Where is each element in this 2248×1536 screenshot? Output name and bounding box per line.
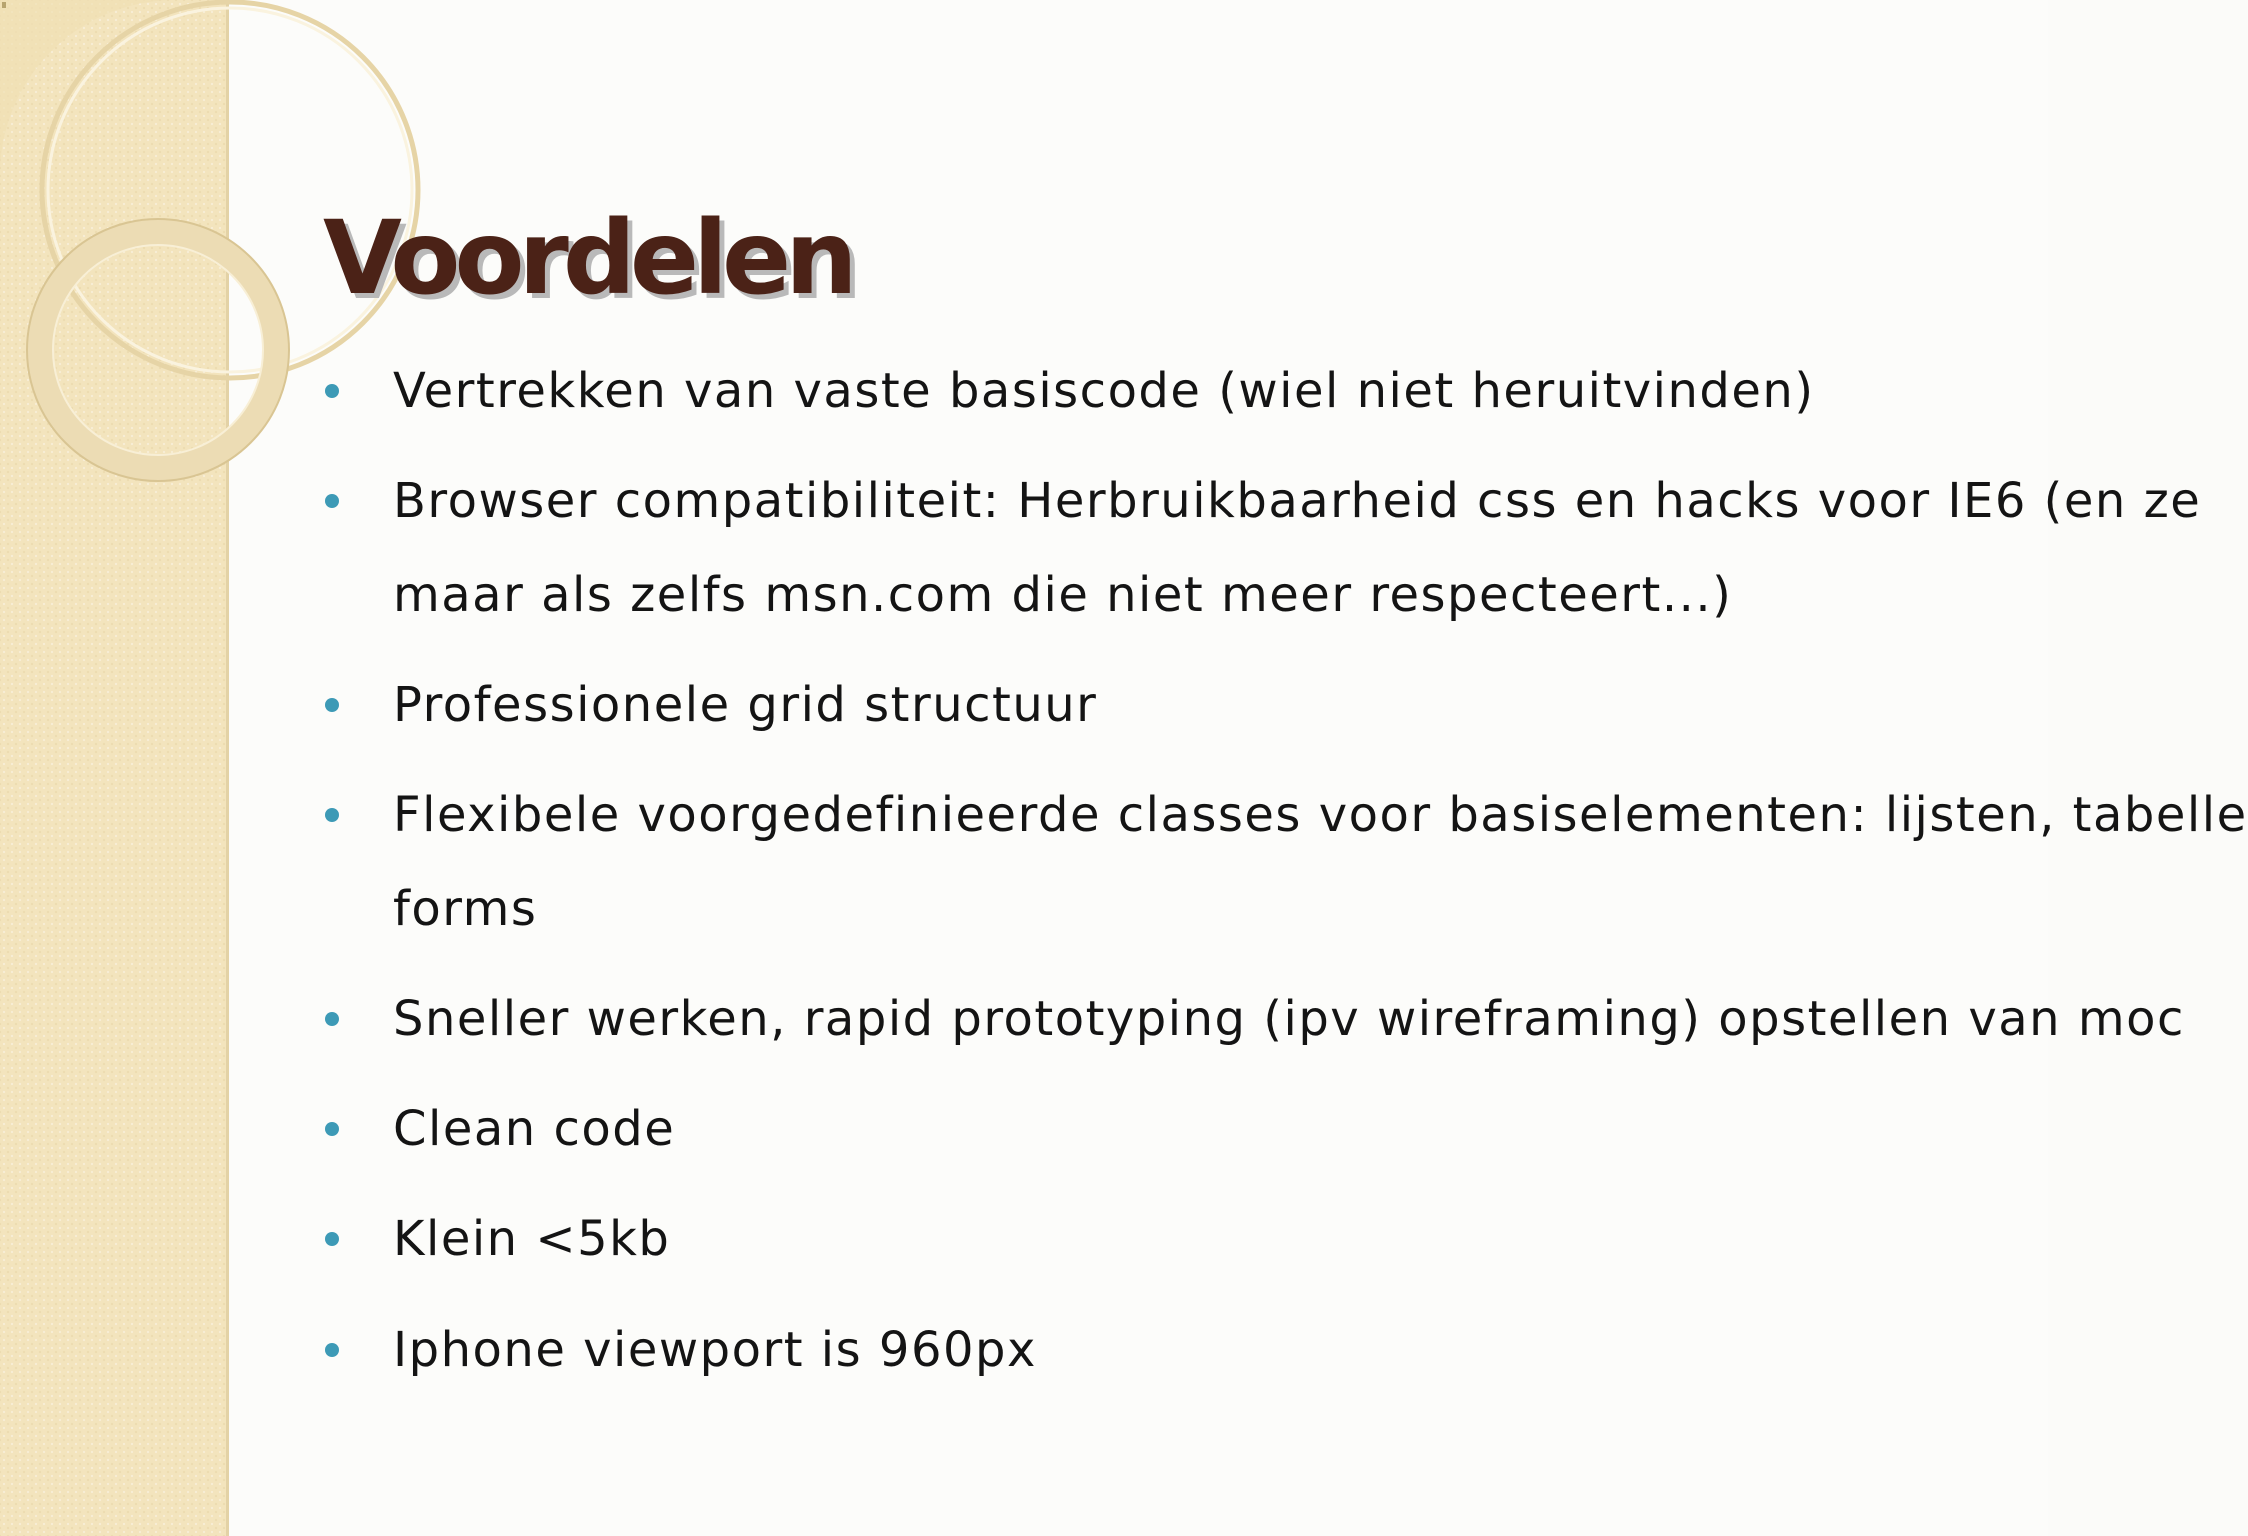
bullet-text-continuation: forms [393, 881, 538, 937]
bullet-text: Klein <5kb [393, 1211, 671, 1267]
bullet-point-icon [325, 384, 339, 398]
bullet-point-icon [325, 494, 339, 508]
slide-title: Voordelen [323, 199, 852, 318]
bullet-point-icon [325, 1343, 339, 1357]
bullet-text: Iphone viewport is 960px [393, 1322, 1037, 1378]
bullet-point-icon [325, 698, 339, 712]
bullet-text: Flexibele voorgedefinieerde classes voor basiselementen: lijsten, tabelle [393, 787, 2248, 843]
bullet-text: Vertrekken van vaste basiscode (wiel niet heruitvinden) [393, 363, 1815, 419]
bullet-text: Clean code [393, 1101, 676, 1157]
bullet-point-icon [325, 1012, 339, 1026]
bullet-text: Professionele grid structuur [393, 677, 1098, 733]
bullet-text: Browser compatibiliteit: Herbruikbaarheid css en hacks voor IE6 (en ze [393, 473, 2202, 529]
bullet-text: Sneller werken, rapid prototyping (ipv wireframing) opstellen van moc [393, 991, 2185, 1047]
bullet-point-icon [325, 1232, 339, 1246]
bullet-point-icon [325, 1122, 339, 1136]
bullet-point-icon [325, 808, 339, 822]
bullet-text-continuation: maar als zelfs msn.com die niet meer respecteert...) [393, 567, 1733, 623]
